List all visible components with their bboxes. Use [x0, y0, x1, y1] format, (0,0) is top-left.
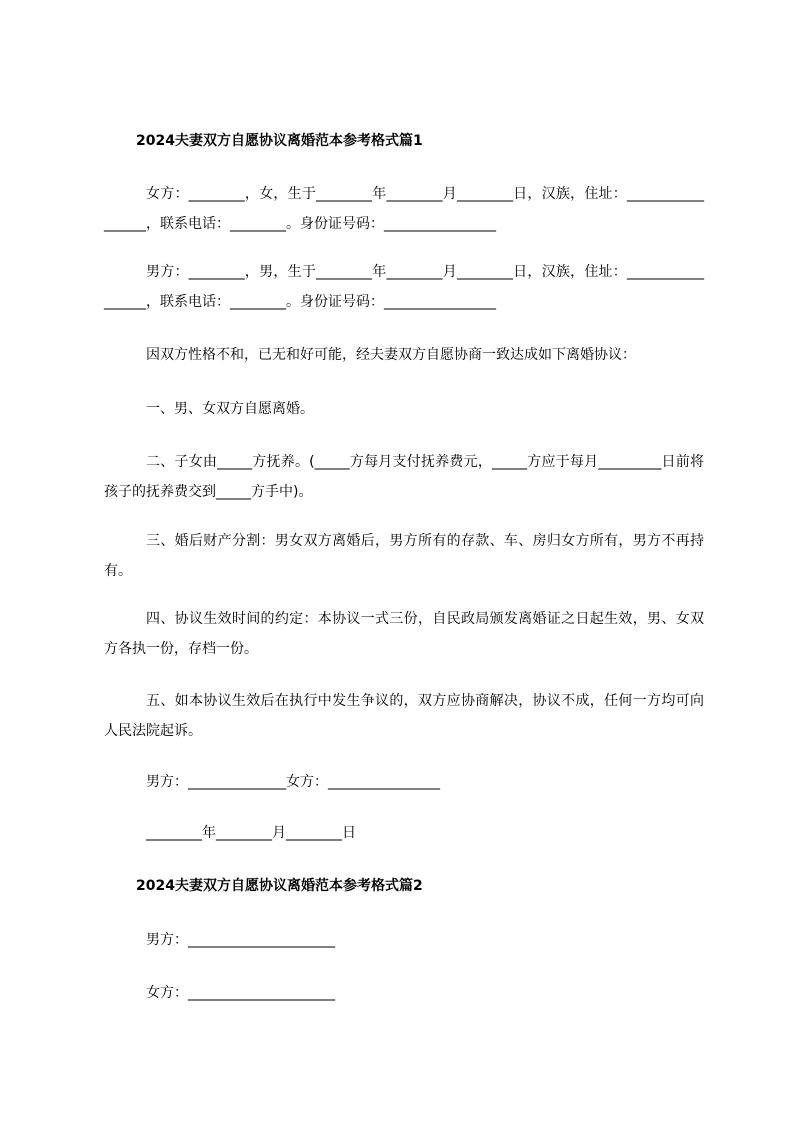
clause-3-paragraph: 三、婚后财产分割：男女双方离婚后，男方所有的存款、车、房归女方所有，男方不再持有。	[104, 533, 704, 579]
woman-info-paragraph: 女方：________，女，生于________年________月________日，汉族，住址：_________________，联系电话：________。身份证号码：________________	[104, 186, 704, 232]
clause-4-paragraph: 四、协议生效时间的约定：本协议一式三份，自民政局颁发离婚证之日起生效，男、女双方各执一份，存档一份。	[104, 611, 704, 657]
section2-woman-line: 女方：_____________________	[146, 985, 335, 1001]
section2-man-line: 男方：_____________________	[146, 932, 335, 948]
section1-heading: 2024夫妻双方自愿协议离婚范本参考格式篇1	[136, 133, 423, 149]
section2-heading: 2024夫妻双方自愿协议离婚范本参考格式篇2	[136, 878, 423, 894]
signature-line: 男方：______________女方：________________	[146, 774, 440, 790]
intro-paragraph: 因双方性格不和，已无和好可能，经夫妻双方自愿协商一致达成如下离婚协议：	[146, 347, 636, 363]
clause-5-paragraph: 五、如本协议生效后在执行中发生争议的，双方应协商解决，协议不成，任何一方均可向人民法院起诉。	[104, 693, 704, 739]
clause-1-paragraph: 一、男、女双方自愿离婚。	[146, 401, 314, 417]
date-line: ________年________月________日	[146, 825, 356, 841]
clause-2-paragraph: 二、子女由_____方抚养。(_____方每月支付抚养费元，_____方应于每月_________日前将孩子的抚养费交到_____方手中)。	[104, 454, 704, 500]
man-info-paragraph: 男方：________，男，生于________年________月________日，汉族，住址：_________________，联系电话：________。身份证号码：________________	[104, 264, 704, 310]
